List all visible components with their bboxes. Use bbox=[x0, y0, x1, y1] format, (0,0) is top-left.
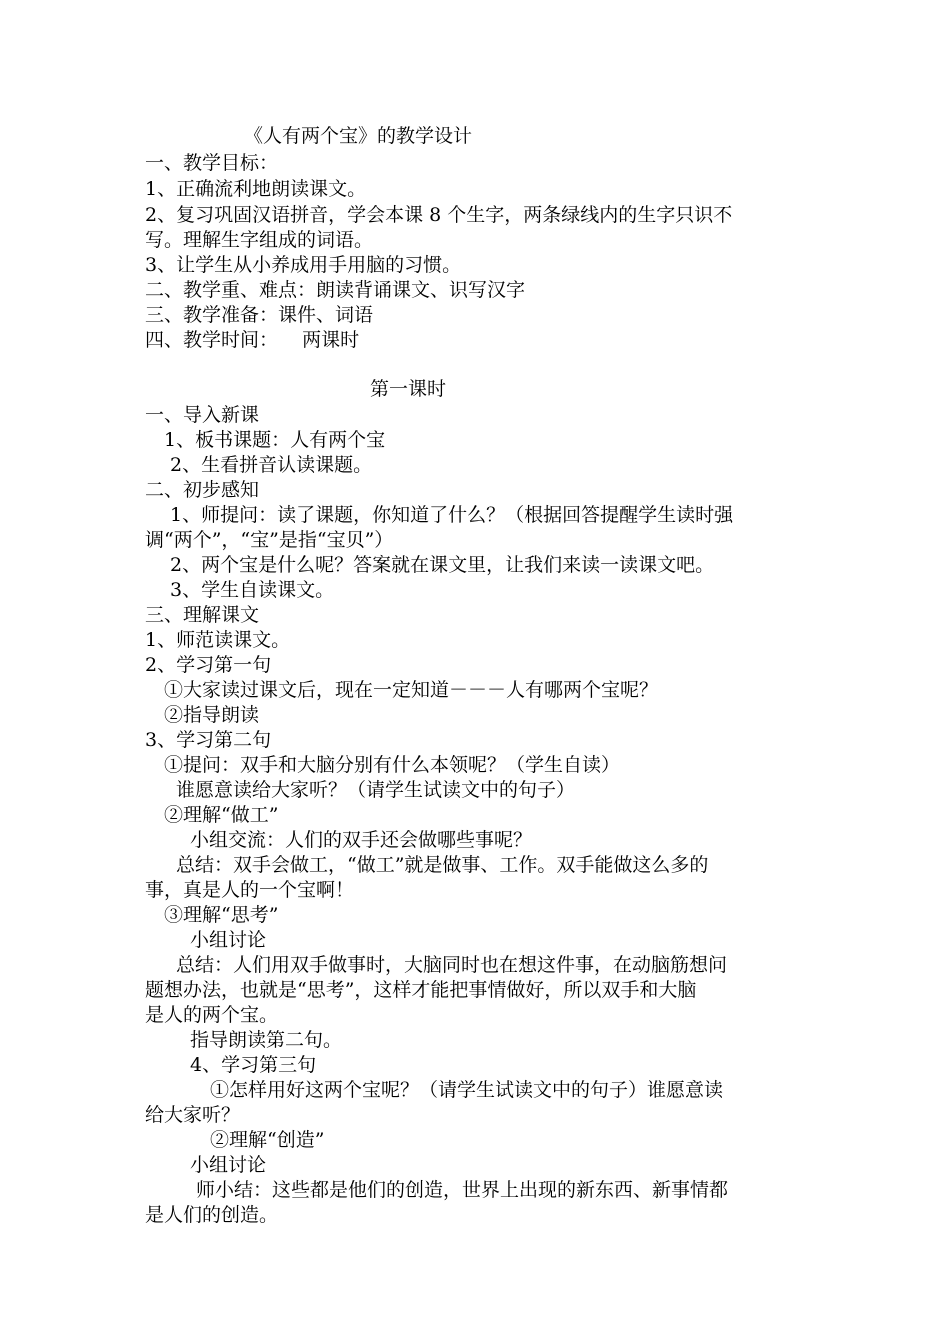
body-line: 2、学习第一句 bbox=[145, 654, 272, 676]
body-line: 1、师提问：读了课题，你知道了什么？（根据回答提醒学生读时强 bbox=[170, 504, 734, 526]
section-heading: 三、理解课文 bbox=[145, 604, 260, 626]
body-line: 2、两个宝是什么呢？答案就在课文里，让我们来读一读课文吧。 bbox=[170, 554, 715, 576]
body-line: 师小结：这些都是他们的创造，世界上出现的新东西、新事情都 bbox=[196, 1179, 729, 1201]
body-line: ②理解“创造” bbox=[210, 1129, 325, 1151]
body-line: 是人的两个宝。 bbox=[145, 1004, 279, 1026]
body-line: 3、让学生从小养成用手用脑的习惯。 bbox=[145, 254, 462, 276]
body-line: 事，真是人的一个宝啊！ bbox=[145, 879, 355, 901]
body-line: 是人们的创造。 bbox=[145, 1204, 279, 1226]
section-heading: 二、初步感知 bbox=[145, 479, 260, 501]
body-line: ①提问：双手和大脑分别有什么本领呢？（学生自读） bbox=[164, 754, 621, 776]
section-heading: 一、教学目标： bbox=[145, 152, 279, 174]
body-line: 调“两个”，“宝”是指“宝贝”） bbox=[145, 529, 394, 551]
body-line: 小组讨论 bbox=[190, 1154, 267, 1176]
body-line: 小组讨论 bbox=[190, 929, 267, 951]
body-line: ②指导朗读 bbox=[164, 704, 260, 726]
body-line: 4、学习第三句 bbox=[190, 1054, 317, 1076]
lesson-heading: 第一课时 bbox=[370, 378, 447, 400]
section-heading: 四、教学时间： 两课时 bbox=[145, 329, 360, 351]
document-title: 《人有两个宝》的教学设计 bbox=[244, 125, 473, 147]
body-line: 1、师范读课文。 bbox=[145, 629, 291, 651]
body-line: 总结：人们用双手做事时，大脑同时也在想这件事，在动脑筋想问 bbox=[176, 954, 728, 976]
body-line: 总结：双手会做工，“做工”就是做事、工作。双手能做这么多的 bbox=[176, 854, 709, 876]
body-line: 3、学生自读课文。 bbox=[170, 579, 335, 601]
body-line: ③理解“思考” bbox=[164, 904, 279, 926]
body-line: 给大家听？ bbox=[145, 1104, 241, 1126]
body-line: 小组交流：人们的双手还会做哪些事呢？ bbox=[190, 829, 533, 851]
body-line: 谁愿意读给大家听？（请学生试读文中的句子） bbox=[176, 779, 576, 801]
body-line: 2、生看拼音认读课题。 bbox=[170, 454, 373, 476]
body-line: 1、板书课题：人有两个宝 bbox=[164, 429, 386, 451]
body-line: 3、学习第二句 bbox=[145, 729, 272, 751]
section-heading: 二、教学重、难点：朗读背诵课文、识写汉字 bbox=[145, 279, 526, 301]
body-line: ①怎样用好这两个宝呢？（请学生试读文中的句子）谁愿意读 bbox=[210, 1079, 724, 1101]
body-line: 1、正确流利地朗读课文。 bbox=[145, 178, 367, 200]
body-line: ②理解“做工” bbox=[164, 804, 279, 826]
body-line: 指导朗读第二句。 bbox=[190, 1029, 343, 1051]
section-heading: 三、教学准备：课件、词语 bbox=[145, 304, 374, 326]
body-line: ①大家读过课文后，现在一定知道－－－人有哪两个宝呢？ bbox=[164, 679, 659, 701]
section-heading: 一、导入新课 bbox=[145, 404, 260, 426]
body-line: 2、复习巩固汉语拼音，学会本课 8 个生字，两条绿线内的生字只识不 bbox=[145, 204, 733, 226]
body-line: 写。理解生字组成的词语。 bbox=[145, 229, 374, 251]
body-line: 题想办法，也就是“思考”，这样才能把事情做好，所以双手和大脑 bbox=[145, 979, 697, 1001]
